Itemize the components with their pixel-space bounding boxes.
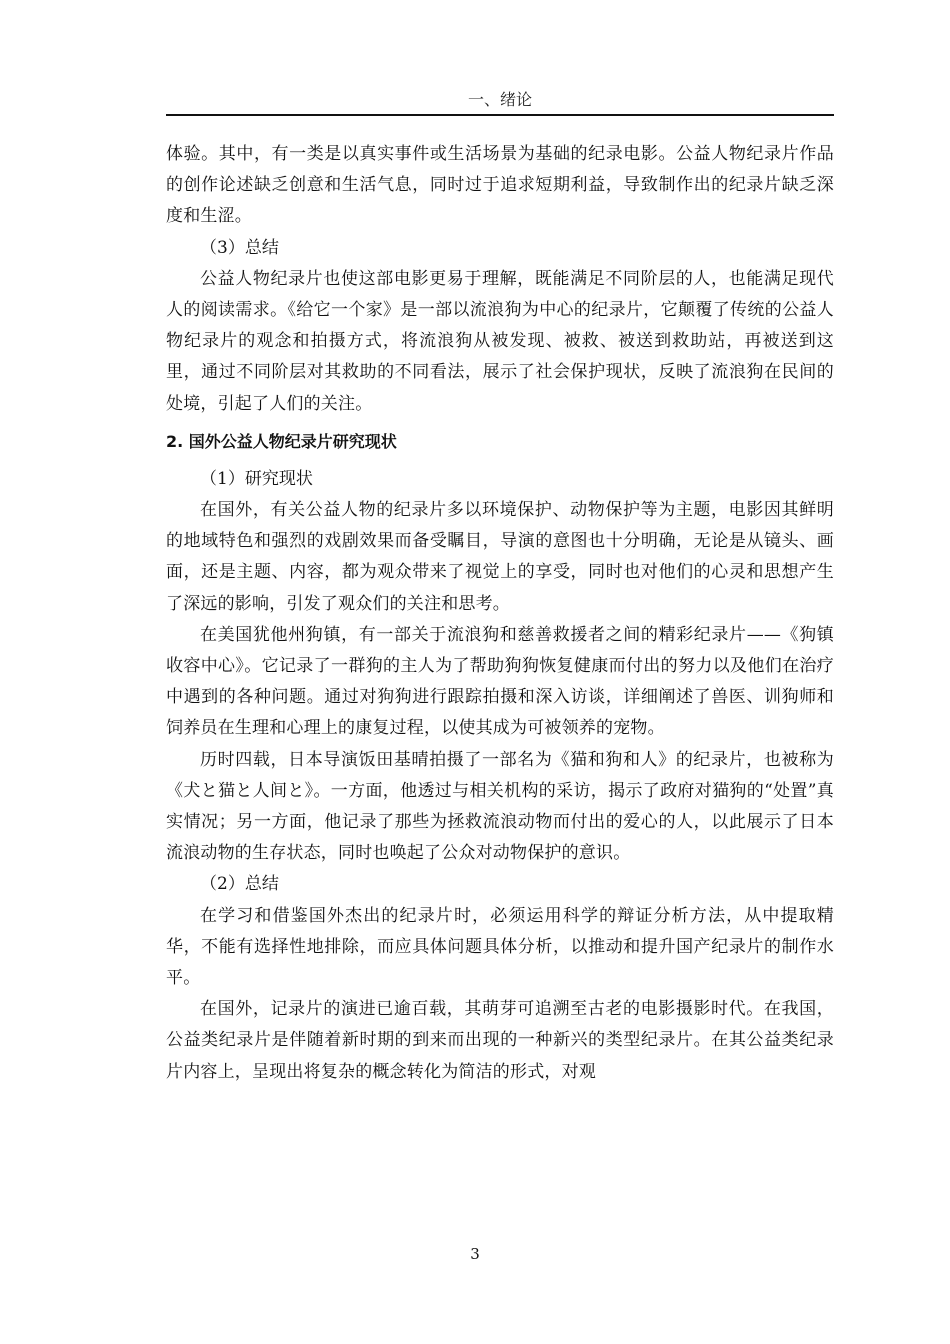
header-rule (166, 114, 834, 116)
paragraph: 在学习和借鉴国外杰出的纪录片时，必须运用科学的辩证分析方法，从中提取精华，不能有选择性地排除，而应具体问题具体分析，以推动和提升国产纪录片的制作水平。 (166, 905, 834, 989)
subheading-research-status: （1）研究现状 (200, 468, 313, 489)
paragraph: 历时四载，日本导演饭田基晴拍摄了一部名为《猫和狗和人》的纪录片，也被称为《犬と猫と人间と》。一方面，他透过与相关机构的采访，揭示了政府对猫狗的“处置”真实情况；另一方面，他记录了那些为拯救流浪动物而付出的爱心的人，以此展示了日本流浪动物的生存状态，同时也唤起了公众对动物保护的意识。 (166, 749, 834, 864)
section-heading: 2. 国外公益人物纪录片研究现状 (166, 431, 397, 451)
subheading-summary-2: （2）总结 (200, 874, 279, 895)
paragraph: 在美国犹他州狗镇，有一部关于流浪狗和慈善救援者之间的精彩纪录片——《狗镇收容中心》。它记录了一群狗的主人为了帮助狗狗恢复健康而付出的努力以及他们在治疗中遇到的各种问题。通过对狗狗进行跟踪拍摄和深入访谈，详细阐述了兽医、训狗师和饲养员在生理和心理上的康复过程，以使其成为可被领养的宠物。 (166, 624, 834, 739)
body-text (166, 139, 834, 1088)
page-number: 3 (470, 1245, 480, 1263)
running-header: 一、绪论 (467, 90, 532, 109)
paragraph-continued: 体验。其中，有一类是以真实事件或生活场景为基础的纪录电影。公益人物纪录片作品的创作论述缺乏创意和生活气息，同时过于追求短期利益，导致制作出的纪录片缺乏深度和生涩。 (166, 144, 834, 227)
paragraph: 在国外，有关公益人物的纪录片多以环境保护、动物保护等为主题，电影因其鲜明的地域特色和强烈的戏剧效果而备受瞩目，导演的意图也十分明确，无论是从镜头、画面，还是主题、内容，都为观众带来了视觉上的享受，同时也对他们的心灵和思想产生了深远的影响，引发了观众们的关注和思考。 (166, 500, 834, 614)
subheading-summary-3: （3）总结 (200, 237, 279, 258)
paragraph: 公益人物纪录片也使这部电影更易于理解，既能满足不同阶层的人，也能满足现代人的阅读需求。《给它一个家》是一部以流浪狗为中心的纪录片，它颠覆了传统的公益人物纪录片的观念和拍摄方式，将流浪狗从被发现、被救、被送到救助站，再被送到这里，通过不同阶层对其救助的不同看法，展示了社会保护现状，反映了流浪狗在民间的处境，引起了人们的关注。 (166, 268, 834, 414)
paragraph: 在国外，记录片的演进已逾百载，其萌芽可追溯至古老的电影摄影时代。在我国，公益类纪录片是伴随着新时期的到来而出现的一种新兴的类型纪录片。在其公益类纪录片内容上，呈现出将复杂的概念转化为简洁的形式，对观 (166, 999, 834, 1082)
